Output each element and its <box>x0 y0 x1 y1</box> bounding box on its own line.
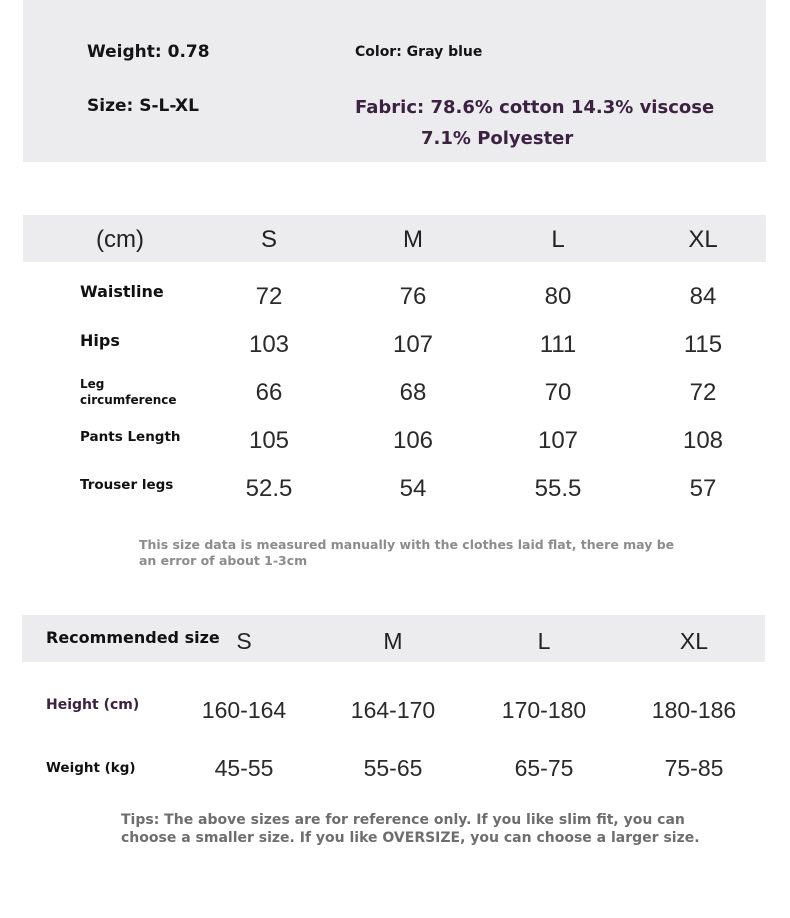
size-range-text: Size: S-L-XL <box>87 96 199 116</box>
table-cell: 108 <box>682 427 724 454</box>
table-cell: 80 <box>544 283 572 310</box>
table-cell: 107 <box>537 427 579 454</box>
row-label-line: Leg <box>80 377 105 391</box>
row-label-pants-length: Pants Length <box>80 429 181 445</box>
table-cell: 45-55 <box>214 755 274 781</box>
table-cell: 68 <box>399 379 427 406</box>
measurement-note: This size data is measured manually with the clothes laid flat, there may be an error of about 1-3cm <box>139 537 675 568</box>
table-cell: 72 <box>255 283 283 310</box>
table-cell: 164-170 <box>350 697 436 723</box>
table-cell: 180-186 <box>651 697 737 723</box>
row-label-line: circumference <box>80 393 177 407</box>
table-cell: 57 <box>689 475 717 502</box>
table-cell: 115 <box>683 331 723 358</box>
size-header-s: S <box>260 226 278 253</box>
table-cell: 160-164 <box>201 697 287 723</box>
row-label-waistline: Waistline <box>80 282 164 301</box>
table-cell: 52.5 <box>245 475 293 502</box>
table-cell: 72 <box>689 379 717 406</box>
table-cell: 76 <box>399 283 427 310</box>
size-header-m: M <box>403 226 423 253</box>
table-cell: 75-85 <box>664 755 724 781</box>
rec-size-header-l: L <box>537 628 551 654</box>
row-label-trouser-legs: Trouser legs <box>80 477 174 493</box>
table-cell: 106 <box>392 427 434 454</box>
rec-size-header-s: S <box>236 628 252 654</box>
table-cell: 107 <box>392 331 434 358</box>
row-label-weight: Weight (kg) <box>46 760 136 776</box>
table-cell: 170-180 <box>501 697 587 723</box>
row-label-leg-circumference <box>80 376 177 408</box>
row-label-height: Height (cm) <box>46 697 140 713</box>
table-cell: 65-75 <box>514 755 574 781</box>
unit-header: (cm) <box>96 226 144 253</box>
table-cell: 55.5 <box>534 475 582 502</box>
rec-size-header-m: M <box>383 628 403 654</box>
product-info-panel <box>23 0 766 162</box>
table-cell: 84 <box>689 283 717 310</box>
fabric-text-line1: Fabric: 78.6% cotton 14.3% viscose <box>355 97 715 118</box>
tips-text: Tips: The above sizes are for reference only. If you like slim fit, you can choose a smaller size. If you like OVERSIZE, you can choose a larger size. <box>121 812 700 846</box>
table-cell: 66 <box>255 379 283 406</box>
recommended-size-title: Recommended size <box>46 628 220 647</box>
color-text: Color: Gray blue <box>355 44 483 60</box>
size-header-l: L <box>551 226 565 253</box>
table-cell: 55-65 <box>363 755 423 781</box>
weight-text: Weight: 0.78 <box>87 42 210 62</box>
size-header-xl: XL <box>688 226 718 253</box>
table-cell: 54 <box>399 475 427 502</box>
fabric-text-line2: 7.1% Polyester <box>421 128 574 149</box>
table-cell: 111 <box>539 331 577 358</box>
table-cell: 105 <box>248 427 290 454</box>
table-cell: 70 <box>544 379 572 406</box>
rec-size-header-xl: XL <box>679 628 709 654</box>
row-label-hips: Hips <box>80 331 120 350</box>
table-cell: 103 <box>248 331 290 358</box>
